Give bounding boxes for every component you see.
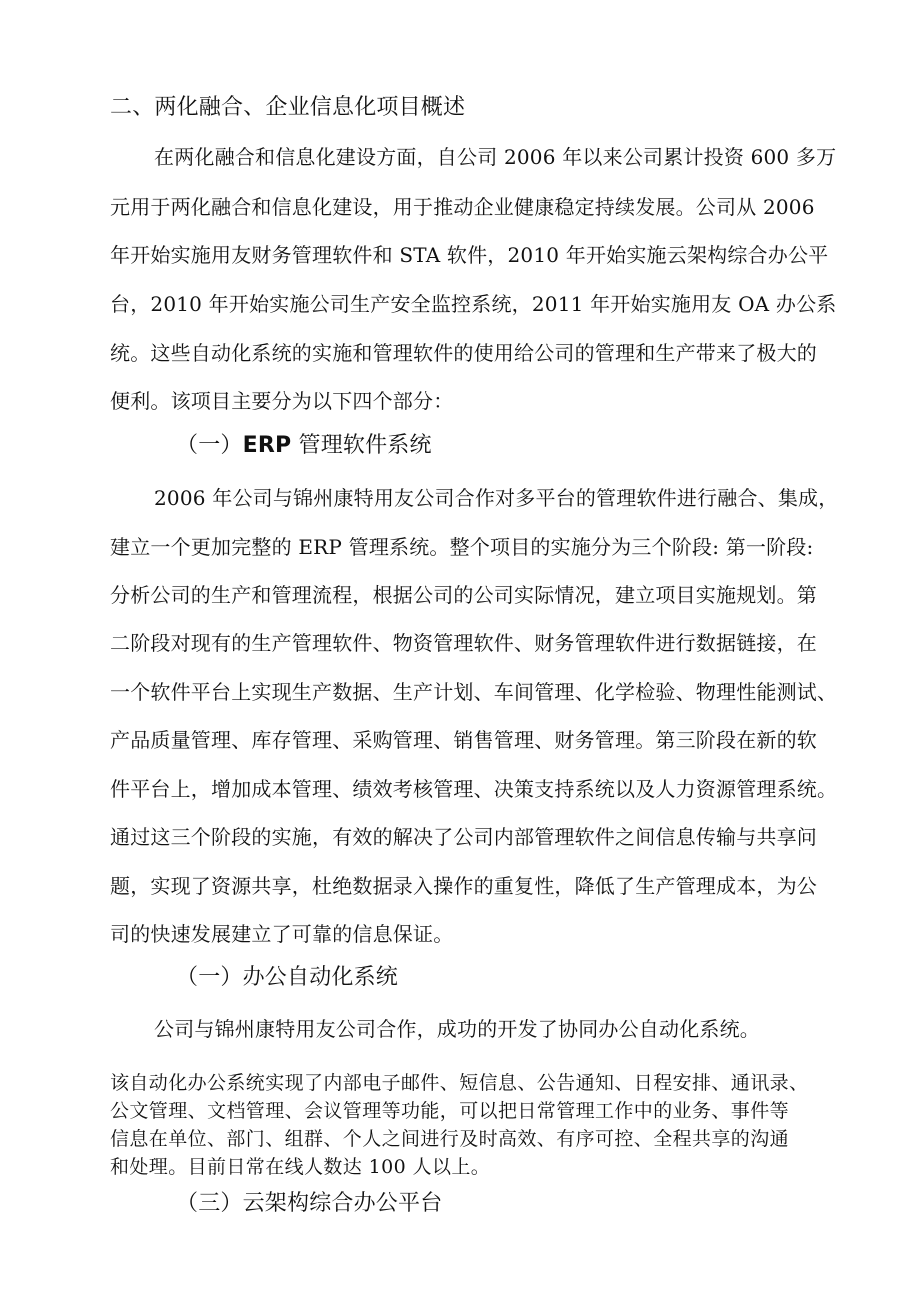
section1-line: 通过这三个阶段的实施，有效的解决了公司内部管理软件之间信息传输与共享问 (110, 825, 817, 849)
intro-line: 元用于两化融合和信息化建设，用于推动企业健康稳定持续发展。公司从 2006 (110, 195, 815, 219)
section1-line: 产品质量管理、库存管理、采购管理、销售管理、财务管理。第三阶段在新的软 (110, 728, 817, 752)
section2-dense-line: 信息在单位、部门、组群、个人之间进行及时高效、有序可控、全程共享的沟通 (110, 1128, 790, 1150)
section2-line: 公司与锦州康特用友公司合作，成功的开发了协同办公自动化系统。 (154, 1017, 760, 1041)
intro-line: 在两化融合和信息化建设方面，自公司 2006 年以来公司累计投资 600 多万 (154, 145, 837, 169)
section2-dense-line: 和处理。目前日常在线人数达 100 人以上。 (110, 1156, 491, 1178)
section3-title: （三）云架构综合办公平台 (176, 1191, 443, 1216)
page-heading: 二、两化融合、企业信息化项目概述 (110, 95, 466, 120)
section2-dense-line: 该自动化办公系统实现了内部电子邮件、短信息、公告通知、日程安排、通讯录、 (110, 1072, 809, 1094)
section1-line: 题，实现了资源共享，杜绝数据录入操作的重复性，降低了生产管理成本，为公 (110, 874, 817, 898)
section1-erp: ERP (242, 433, 292, 458)
intro-line: 台，2010 年开始实施公司生产安全监控系统，2011 年开始实施用友 OA 办公系 (110, 292, 837, 316)
section1-title (176, 434, 432, 458)
section1-line: 二阶段对现有的生产管理软件、物资管理软件、财务管理软件进行数据链接，在 (110, 631, 817, 655)
section1-line: 件平台上，增加成本管理、绩效考核管理、决策支持系统以及人力资源管理系统。 (110, 777, 838, 801)
section1-line: 建立一个更加完整的 ERP 管理系统。整个项目的实施分为三个阶段: 第一阶段: (110, 535, 814, 559)
intro-line: 便利。该项目主要分为以下四个部分： (110, 389, 454, 413)
section1-line: 一个软件平台上实现生产数据、生产计划、车间管理、化学检验、物理性能测试、 (110, 680, 838, 704)
section1-line: 司的快速发展建立了可靠的信息保证。 (110, 922, 454, 946)
section1-line: 分析公司的生产和管理流程，根据公司的公司实际情况，建立项目实施规划。第 (110, 583, 817, 607)
intro-line: 年开始实施用友财务管理软件和 STA 软件，2010 年开始实施云架构综合办公平 (110, 243, 829, 267)
section2-title: （一）办公自动化系统 (176, 965, 399, 990)
section2-dense-line: 公文管理、文档管理、会议管理等功能，可以把日常管理工作中的业务、事件等 (110, 1100, 790, 1122)
section1-rest: 管理软件系统 (291, 433, 432, 458)
section1-prefix: （一） (176, 433, 243, 458)
section1-line: 2006 年公司与锦州康特用友公司合作对多平台的管理软件进行融合、集成， (154, 486, 839, 510)
intro-line: 统。这些自动化系统的实施和管理软件的使用给公司的管理和生产带来了极大的 (110, 341, 817, 365)
